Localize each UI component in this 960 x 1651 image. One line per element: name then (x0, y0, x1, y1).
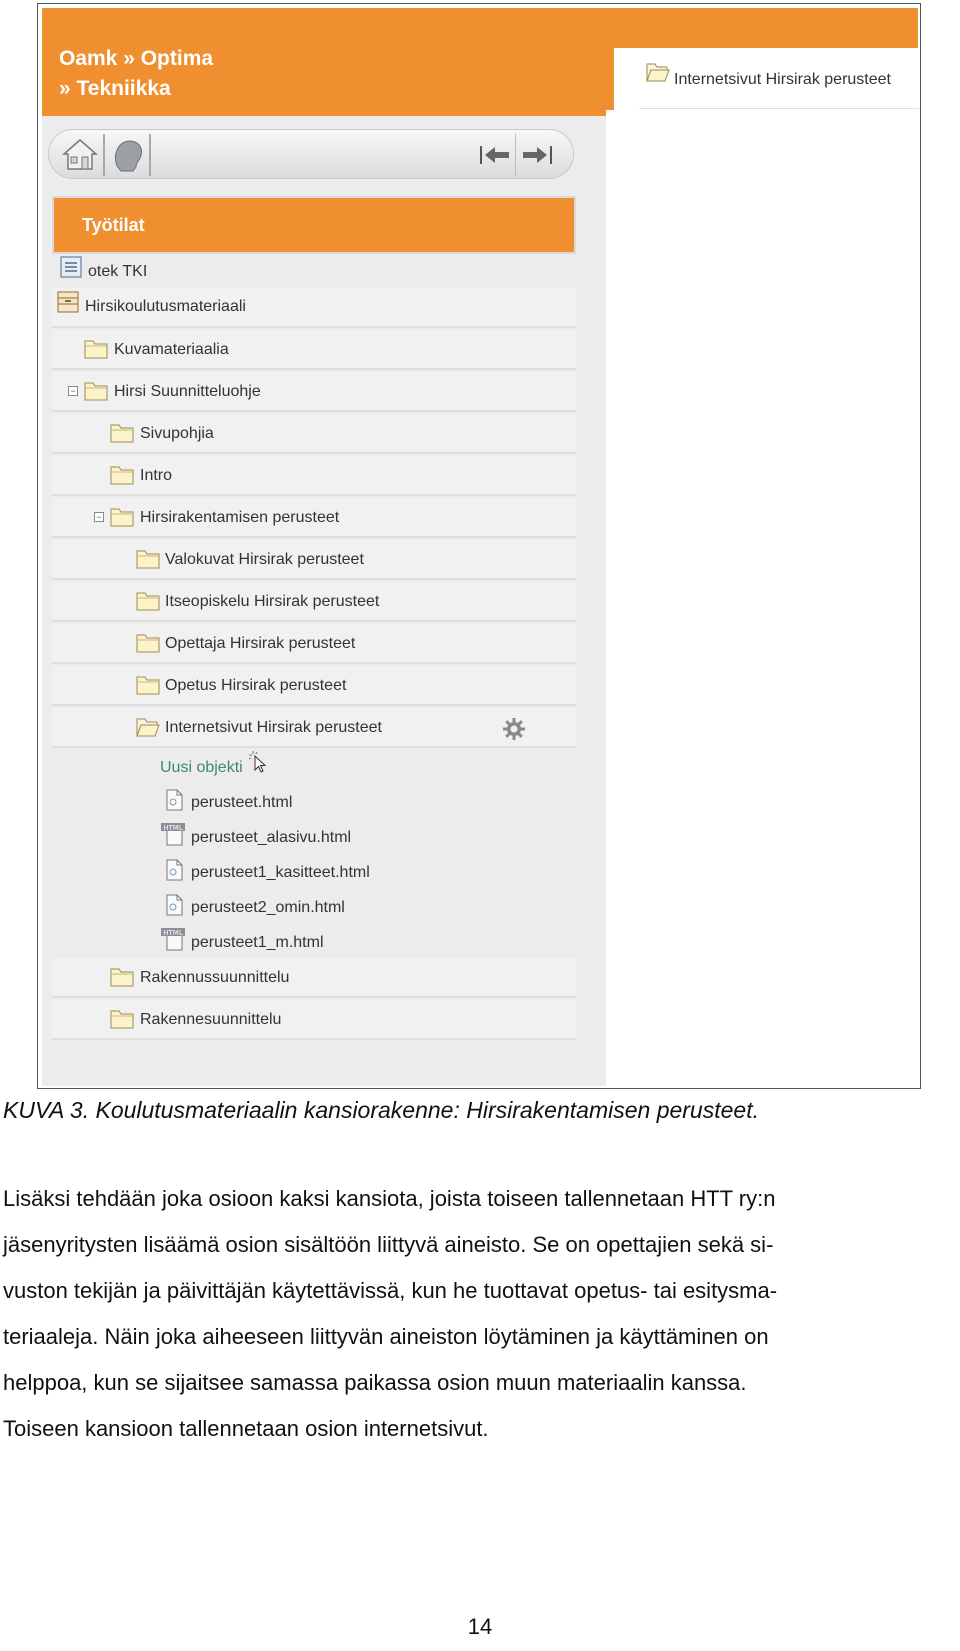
tree-item-label: Kuvamateriaalia (114, 341, 229, 358)
expand-right-icon[interactable] (519, 136, 555, 174)
figure-caption: KUVA 3. Koulutusmateriaalin kansiorakenne: Hirsirakentamisen perusteet. (3, 1097, 759, 1123)
file-item-label: perusteet_alasivu.html (191, 829, 352, 846)
file-item-label: perusteet2_omin.html (191, 899, 345, 916)
collapse-toggle[interactable]: − (94, 512, 104, 522)
tree-item[interactable] (52, 958, 576, 998)
folder-icon (110, 505, 134, 532)
file-item-label: perusteet1_m.html (191, 934, 324, 951)
toolbar (48, 129, 574, 179)
tree-item[interactable] (52, 498, 576, 538)
tree-item-label: Hirsirakentamisen perusteet (140, 509, 340, 526)
tree-item[interactable] (52, 414, 576, 454)
html-file-icon (160, 822, 186, 851)
file-item[interactable] (52, 854, 576, 888)
paragraph-line: vuston tekijän ja päivittäjän käytettävissä, kun he tuottavat opetus- tai esitysma- (3, 1278, 778, 1303)
content-tab-label: Internetsivut Hirsirak perusteet (674, 71, 891, 88)
folder-icon (84, 337, 108, 364)
file-icon (164, 894, 184, 921)
tree-item[interactable] (52, 330, 576, 370)
paragraph-line: Lisäksi tehdään joka osioon kaksi kansiota, joista toiseen tallennetaan HTT ry:n (3, 1186, 776, 1211)
tree-item[interactable] (52, 256, 576, 288)
page-number: 14 (467, 1614, 493, 1639)
tree-item[interactable] (52, 624, 576, 664)
open-folder-icon (136, 715, 160, 742)
folder-icon (110, 463, 134, 490)
workspaces-panel-header[interactable] (52, 196, 576, 254)
collapse-left-icon[interactable] (477, 136, 513, 174)
tree-item[interactable] (52, 666, 576, 706)
home-icon[interactable] (61, 136, 99, 174)
tree-item[interactable] (52, 540, 576, 580)
tree-item-label: Intro (140, 467, 173, 484)
toolbar-divider (103, 134, 105, 176)
workspaces-title: Työtilat (82, 215, 145, 235)
open-folder-icon (646, 60, 670, 87)
html-file-icon (160, 927, 186, 956)
paragraph-line: helppoa, kun se sijaitsee samassa paikassa osion muun materiaalin kanssa. (3, 1370, 747, 1395)
left-panel (42, 8, 606, 1086)
file-item[interactable] (52, 924, 576, 958)
folder-icon (110, 421, 134, 448)
header-strip (606, 8, 918, 48)
app-header (42, 8, 606, 116)
new-object-label: Uusi objekti (160, 759, 243, 776)
tree-item-label: Rakennussuunnittelu (140, 969, 290, 986)
folder-icon (136, 589, 160, 616)
content-tab-underline (639, 108, 919, 109)
folder-icon (136, 631, 160, 658)
new-object-link[interactable] (52, 750, 576, 784)
file-item-label: perusteet.html (191, 794, 293, 811)
tree-item-selected[interactable] (52, 708, 576, 748)
tree-item-label: Rakennesuunnittelu (140, 1011, 282, 1028)
profile-head-icon[interactable] (109, 136, 147, 174)
tree-item[interactable] (52, 582, 576, 622)
tree-item-label: Opetus Hirsirak perusteet (165, 677, 347, 694)
folder-icon (136, 547, 160, 574)
html-badge-text: HTML (163, 929, 183, 937)
file-item[interactable] (52, 889, 576, 923)
tree-item-label: Opettaja Hirsirak perusteet (165, 635, 356, 652)
tree-item-label: otek TKI (88, 263, 148, 280)
header-strip-edge (606, 48, 614, 110)
folder-icon (110, 965, 134, 992)
tree-item-label: Hirsi Suunnitteluohje (114, 383, 261, 400)
workspace-screenshot (37, 3, 921, 1089)
paragraph-line: Toiseen kansioon tallennetaan osion internetsivut. (3, 1416, 489, 1441)
folder-icon (110, 1007, 134, 1034)
html-badge-text: HTML (163, 824, 183, 832)
list-icon (60, 256, 82, 283)
tree-item-label: Hirsikoulutusmateriaali (85, 298, 246, 315)
tree-item-label: Internetsivut Hirsirak perusteet (165, 719, 382, 736)
paragraph-line: jäsenyritysten lisäämä osion sisältöön liittyvä aineisto. Se on opettajien sekä si- (3, 1232, 774, 1257)
file-item[interactable] (52, 784, 576, 818)
header-title[interactable]: Oamk » Optima » Tekniikka (59, 47, 214, 100)
tree-item[interactable] (52, 372, 576, 412)
file-item[interactable] (52, 819, 576, 853)
collapse-toggle[interactable]: − (68, 386, 78, 396)
gear-icon[interactable] (502, 717, 526, 746)
folder-icon (84, 379, 108, 406)
file-icon (164, 789, 184, 816)
toolbar-divider (149, 134, 151, 176)
tree-item-label: Itseopiskelu Hirsirak perusteet (165, 593, 380, 610)
tree-item[interactable] (52, 288, 576, 328)
paragraph-line: teriaaleja. Näin joka aiheeseen liittyvän aineiston löytäminen ja käyttäminen on (3, 1324, 769, 1349)
folder-icon (136, 673, 160, 700)
tree-item-label: Valokuvat Hirsirak perusteet (165, 551, 364, 568)
file-item-label: perusteet1_kasitteet.html (191, 864, 370, 881)
new-object-cursor-icon (248, 750, 272, 779)
tree-item[interactable] (52, 456, 576, 496)
toolbar-divider (515, 134, 516, 176)
tree-item-label: Sivupohjia (140, 425, 214, 442)
tree-item[interactable] (52, 1000, 576, 1040)
cabinet-icon (56, 290, 80, 319)
file-icon (164, 859, 184, 886)
